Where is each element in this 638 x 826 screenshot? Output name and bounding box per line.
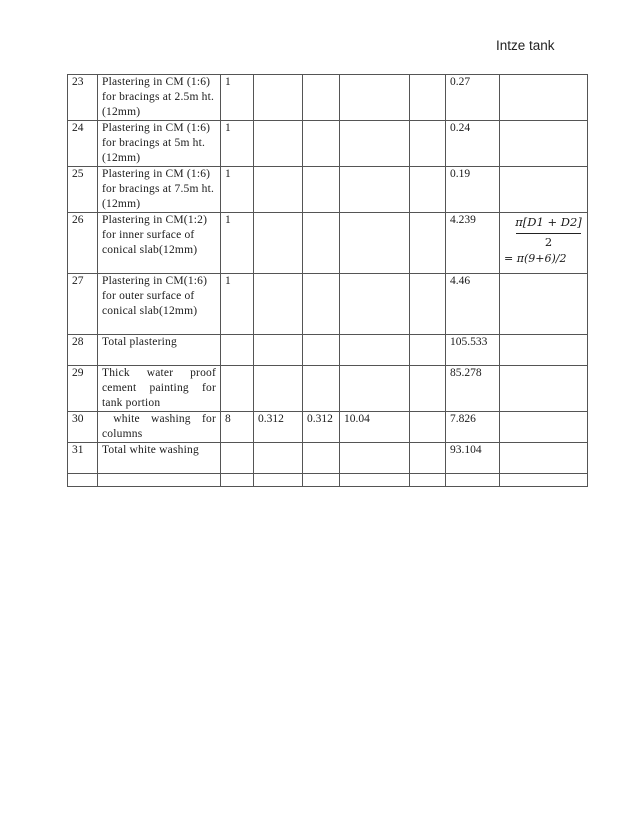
height-cell [340,474,410,487]
total-cell: 105.533 [446,335,500,366]
number-cell: 1 [221,213,254,274]
length-cell [254,335,303,366]
breadth-cell [303,474,340,487]
remark-cell [500,412,588,443]
table-row [68,412,588,443]
breadth-cell [303,121,340,167]
number-cell [221,366,254,412]
description-cell: Total plastering [98,335,221,366]
description-cell: Plastering in CM (1:6) for bracings at 7.5m ht.(12mm) [98,167,221,213]
serial-number-cell: 30 [68,412,98,443]
description-cell: white washing for columns [98,412,221,443]
number-cell: 1 [221,274,254,335]
length-cell [254,167,303,213]
table-row [68,335,588,366]
quantity-cell [410,412,446,443]
description-cell: Plastering in CM(1:6) for outer surface of conical slab(12mm) [98,274,221,335]
breadth-cell: 0.312 [303,412,340,443]
length-cell [254,366,303,412]
height-cell [340,75,410,121]
total-cell: 4.239 [446,213,500,274]
length-cell [254,274,303,335]
height-cell [340,213,410,274]
quantity-cell [410,121,446,167]
table-row [68,213,588,274]
table-row-empty [68,474,588,487]
table-row [68,75,588,121]
quantity-cell [410,274,446,335]
length-cell [254,474,303,487]
length-cell [254,75,303,121]
formula-equation: = π(9+6)/2 [504,252,567,265]
height-cell [340,167,410,213]
fraction-bar [516,233,581,234]
quantity-cell [410,167,446,213]
number-cell: 1 [221,121,254,167]
breadth-cell [303,335,340,366]
total-cell: 85.278 [446,366,500,412]
remark-cell [500,167,588,213]
height-cell: 10.04 [340,412,410,443]
serial-number-cell: 31 [68,443,98,474]
table-row [68,366,588,412]
total-cell: 0.27 [446,75,500,121]
height-cell [340,274,410,335]
description-cell: Total white washing [98,443,221,474]
number-cell: 1 [221,75,254,121]
serial-number-cell: 23 [68,75,98,121]
breadth-cell [303,75,340,121]
height-cell [340,443,410,474]
table-row [68,121,588,167]
quantity-cell [410,335,446,366]
remark-cell [500,366,588,412]
total-cell [446,474,500,487]
page-header-title: Intze tank [496,38,555,53]
remark-cell [500,274,588,335]
height-cell [340,366,410,412]
serial-number-cell: 27 [68,274,98,335]
number-cell: 1 [221,167,254,213]
total-cell: 4.46 [446,274,500,335]
breadth-cell [303,213,340,274]
remark-cell [500,75,588,121]
total-cell: 0.24 [446,121,500,167]
description-cell: Plastering in CM (1:6) for bracings at 2.5m ht.(12mm) [98,75,221,121]
description-cell [98,474,221,487]
estimate-table [67,74,588,487]
quantity-cell [410,213,446,274]
quantity-cell [410,474,446,487]
length-cell: 0.312 [254,412,303,443]
total-cell: 7.826 [446,412,500,443]
table-row [68,167,588,213]
length-cell [254,121,303,167]
number-cell [221,474,254,487]
height-cell [340,335,410,366]
serial-number-cell: 28 [68,335,98,366]
formula-denominator: 2 [544,235,553,249]
remark-cell [500,121,588,167]
serial-number-cell: 29 [68,366,98,412]
number-cell: 8 [221,412,254,443]
length-cell [254,443,303,474]
quantity-cell [410,366,446,412]
remark-cell [500,335,588,366]
breadth-cell [303,366,340,412]
serial-number-cell: 24 [68,121,98,167]
formula-fraction [514,213,583,250]
breadth-cell [303,443,340,474]
length-cell [254,213,303,274]
total-cell: 93.104 [446,443,500,474]
quantity-cell [410,75,446,121]
serial-number-cell: 26 [68,213,98,274]
height-cell [340,121,410,167]
breadth-cell [303,274,340,335]
number-cell [221,335,254,366]
remark-cell [500,443,588,474]
remark-cell [500,474,588,487]
serial-number-cell: 25 [68,167,98,213]
serial-number-cell [68,474,98,487]
description-cell: Plastering in CM (1:6) for bracings at 5m ht.(12mm) [98,121,221,167]
table-row [68,274,588,335]
formula-numerator: π[D1 + D2] [515,215,582,229]
total-cell: 0.19 [446,167,500,213]
description-cell: Plastering in CM(1:2) for inner surface of conical slab(12mm) [98,213,221,274]
number-cell [221,443,254,474]
formula-remark-cell [500,213,588,274]
quantity-cell [410,443,446,474]
table-row [68,443,588,474]
breadth-cell [303,167,340,213]
description-cell: Thick water proof cement painting for tank portion [98,366,221,412]
